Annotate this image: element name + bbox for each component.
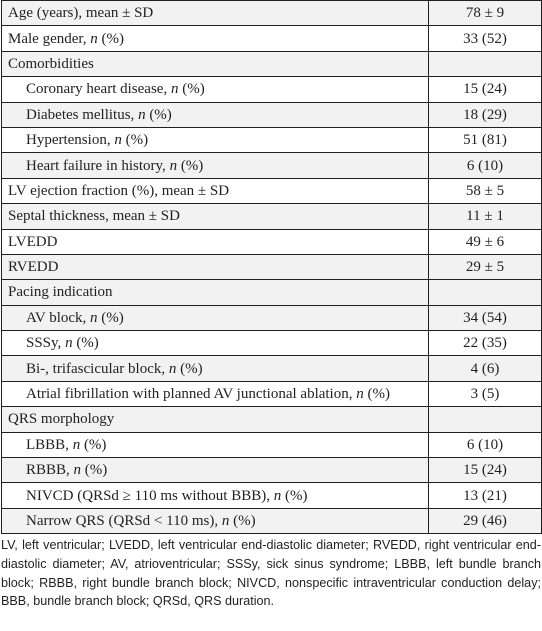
table-row bbox=[2, 153, 542, 178]
table-row bbox=[2, 458, 542, 483]
row-label bbox=[2, 178, 429, 203]
row-label-text: LVEDD bbox=[8, 233, 58, 250]
table-footnote: LV, left ventricular; LVEDD, left ventricular end-diastolic diameter; RVEDD, right ventricular end-diastolic diameter; AV, atrioventricular; SSSy, sick sinus syndrome; LBBB, left bundle branch block; RBBB, right bundle branch block; NIVCD, nonspecific intraventricular conduction delay; BBB, bundle branch block; QRSd, QRS duration. bbox=[1, 538, 541, 609]
row-label-text: RVEDD bbox=[8, 259, 59, 276]
row-label bbox=[2, 356, 429, 381]
table-row bbox=[2, 26, 542, 51]
row-label bbox=[2, 254, 429, 279]
row-value: 58 ± 5 bbox=[429, 178, 542, 203]
row-label-italic: n bbox=[168, 360, 177, 377]
row-label-suffix: (%) bbox=[229, 513, 256, 529]
row-label bbox=[2, 127, 429, 152]
row-label bbox=[2, 26, 429, 51]
row-value: 4 (6) bbox=[429, 356, 542, 381]
row-value: 18 (29) bbox=[429, 102, 542, 127]
row-label-suffix: (%) bbox=[145, 106, 172, 123]
row-label-suffix: (%) bbox=[363, 386, 390, 403]
row-label-text: LBBB, bbox=[26, 436, 73, 453]
row-label-suffix: (%) bbox=[81, 462, 108, 479]
row-value: 13 (21) bbox=[429, 483, 542, 508]
table-row bbox=[2, 483, 542, 508]
table-row bbox=[2, 77, 542, 102]
baseline-characteristics-table bbox=[1, 0, 542, 534]
row-label-text: Coronary heart disease, bbox=[26, 81, 171, 98]
row-label bbox=[2, 381, 429, 406]
row-value: 6 (10) bbox=[429, 153, 542, 178]
row-label-italic: n bbox=[65, 335, 73, 352]
row-label bbox=[2, 77, 429, 102]
row-label bbox=[2, 508, 429, 533]
row-label-suffix: (%) bbox=[80, 436, 107, 453]
table-body bbox=[2, 1, 542, 534]
row-label bbox=[2, 153, 429, 178]
row-value: 22 (35) bbox=[429, 331, 542, 356]
table-row bbox=[2, 508, 542, 533]
row-label bbox=[2, 331, 429, 356]
section-header-row bbox=[2, 280, 542, 305]
row-label-italic: n bbox=[221, 513, 230, 529]
row-label-italic: n bbox=[169, 157, 178, 174]
row-label-text: Atrial fibrillation with planned AV junctional ablation, bbox=[26, 386, 357, 403]
row-label bbox=[2, 204, 429, 229]
row-value bbox=[429, 280, 542, 305]
row-value: 78 ± 9 bbox=[429, 1, 542, 26]
table-row bbox=[2, 254, 542, 279]
row-label bbox=[2, 280, 429, 305]
table-row bbox=[2, 432, 542, 457]
row-label bbox=[2, 407, 429, 432]
row-value: 33 (52) bbox=[429, 26, 542, 51]
row-value bbox=[429, 51, 542, 76]
table-row bbox=[2, 127, 542, 152]
row-label-italic: n bbox=[90, 309, 98, 326]
row-label-italic: n bbox=[73, 462, 82, 479]
row-value: 49 ± 6 bbox=[429, 229, 542, 254]
row-label-text: AV block, bbox=[26, 309, 91, 326]
row-label-italic: n bbox=[356, 386, 364, 403]
row-label-text: Male gender, bbox=[8, 30, 91, 47]
table-row bbox=[2, 1, 542, 26]
row-value: 34 (54) bbox=[429, 305, 542, 330]
table-row bbox=[2, 356, 542, 381]
row-label-text: QRS morphology bbox=[8, 411, 115, 428]
row-label bbox=[2, 483, 429, 508]
section-header-row bbox=[2, 51, 542, 76]
row-label-suffix: (%) bbox=[176, 360, 203, 377]
section-header-row bbox=[2, 407, 542, 432]
row-label-suffix: (%) bbox=[72, 335, 99, 352]
row-value bbox=[429, 407, 542, 432]
row-label bbox=[2, 102, 429, 127]
row-label bbox=[2, 1, 429, 26]
row-label-italic: n bbox=[273, 487, 282, 504]
row-label-text: Age (years), mean ± SD bbox=[8, 5, 154, 22]
row-label-suffix: (%) bbox=[177, 157, 204, 174]
row-label-suffix: (%) bbox=[97, 30, 125, 47]
row-label bbox=[2, 305, 429, 330]
row-label-italic: n bbox=[138, 106, 146, 123]
table-row bbox=[2, 204, 542, 229]
row-value: 15 (24) bbox=[429, 458, 542, 483]
row-label-italic: n bbox=[72, 436, 81, 453]
row-label-text: Heart failure in history, bbox=[26, 157, 170, 174]
row-label-italic: n bbox=[114, 132, 122, 149]
row-label bbox=[2, 51, 429, 76]
row-label-text: Pacing indication bbox=[8, 284, 113, 301]
row-value: 15 (24) bbox=[429, 77, 542, 102]
row-label bbox=[2, 458, 429, 483]
row-label-text: Narrow QRS (QRSd < 110 ms), bbox=[26, 513, 222, 529]
row-label bbox=[2, 432, 429, 457]
row-label-italic: n bbox=[90, 30, 98, 47]
row-value: 51 (81) bbox=[429, 127, 542, 152]
row-label bbox=[2, 229, 429, 254]
row-label-text: SSSy, bbox=[26, 335, 66, 352]
row-label-text: Bi-, trifascicular block, bbox=[26, 360, 169, 377]
row-value: 11 ± 1 bbox=[429, 204, 542, 229]
table-row bbox=[2, 229, 542, 254]
row-label-suffix: (%) bbox=[97, 309, 124, 326]
row-label-suffix: (%) bbox=[178, 81, 205, 98]
row-value: 3 (5) bbox=[429, 381, 542, 406]
row-label-text: LV ejection fraction (%), mean ± SD bbox=[8, 182, 230, 199]
row-value: 29 (46) bbox=[429, 508, 542, 533]
table-row bbox=[2, 305, 542, 330]
row-label-suffix: (%) bbox=[281, 487, 308, 504]
row-label-text: Hypertension, bbox=[26, 132, 115, 149]
row-label-text: NIVCD (QRSd ≥ 110 ms without BBB), bbox=[26, 487, 274, 504]
row-value: 29 ± 5 bbox=[429, 254, 542, 279]
row-label-italic: n bbox=[170, 81, 179, 98]
row-label-text: Comorbidities bbox=[8, 55, 94, 72]
row-label-suffix: (%) bbox=[121, 132, 149, 149]
row-value: 6 (10) bbox=[429, 432, 542, 457]
table-row bbox=[2, 102, 542, 127]
table-row bbox=[2, 178, 542, 203]
row-label-text: Septal thickness, mean ± SD bbox=[8, 208, 180, 225]
row-label-text: RBBB, bbox=[26, 462, 74, 479]
table-row bbox=[2, 381, 542, 406]
row-label-text: Diabetes mellitus, bbox=[26, 106, 139, 123]
table-row bbox=[2, 331, 542, 356]
